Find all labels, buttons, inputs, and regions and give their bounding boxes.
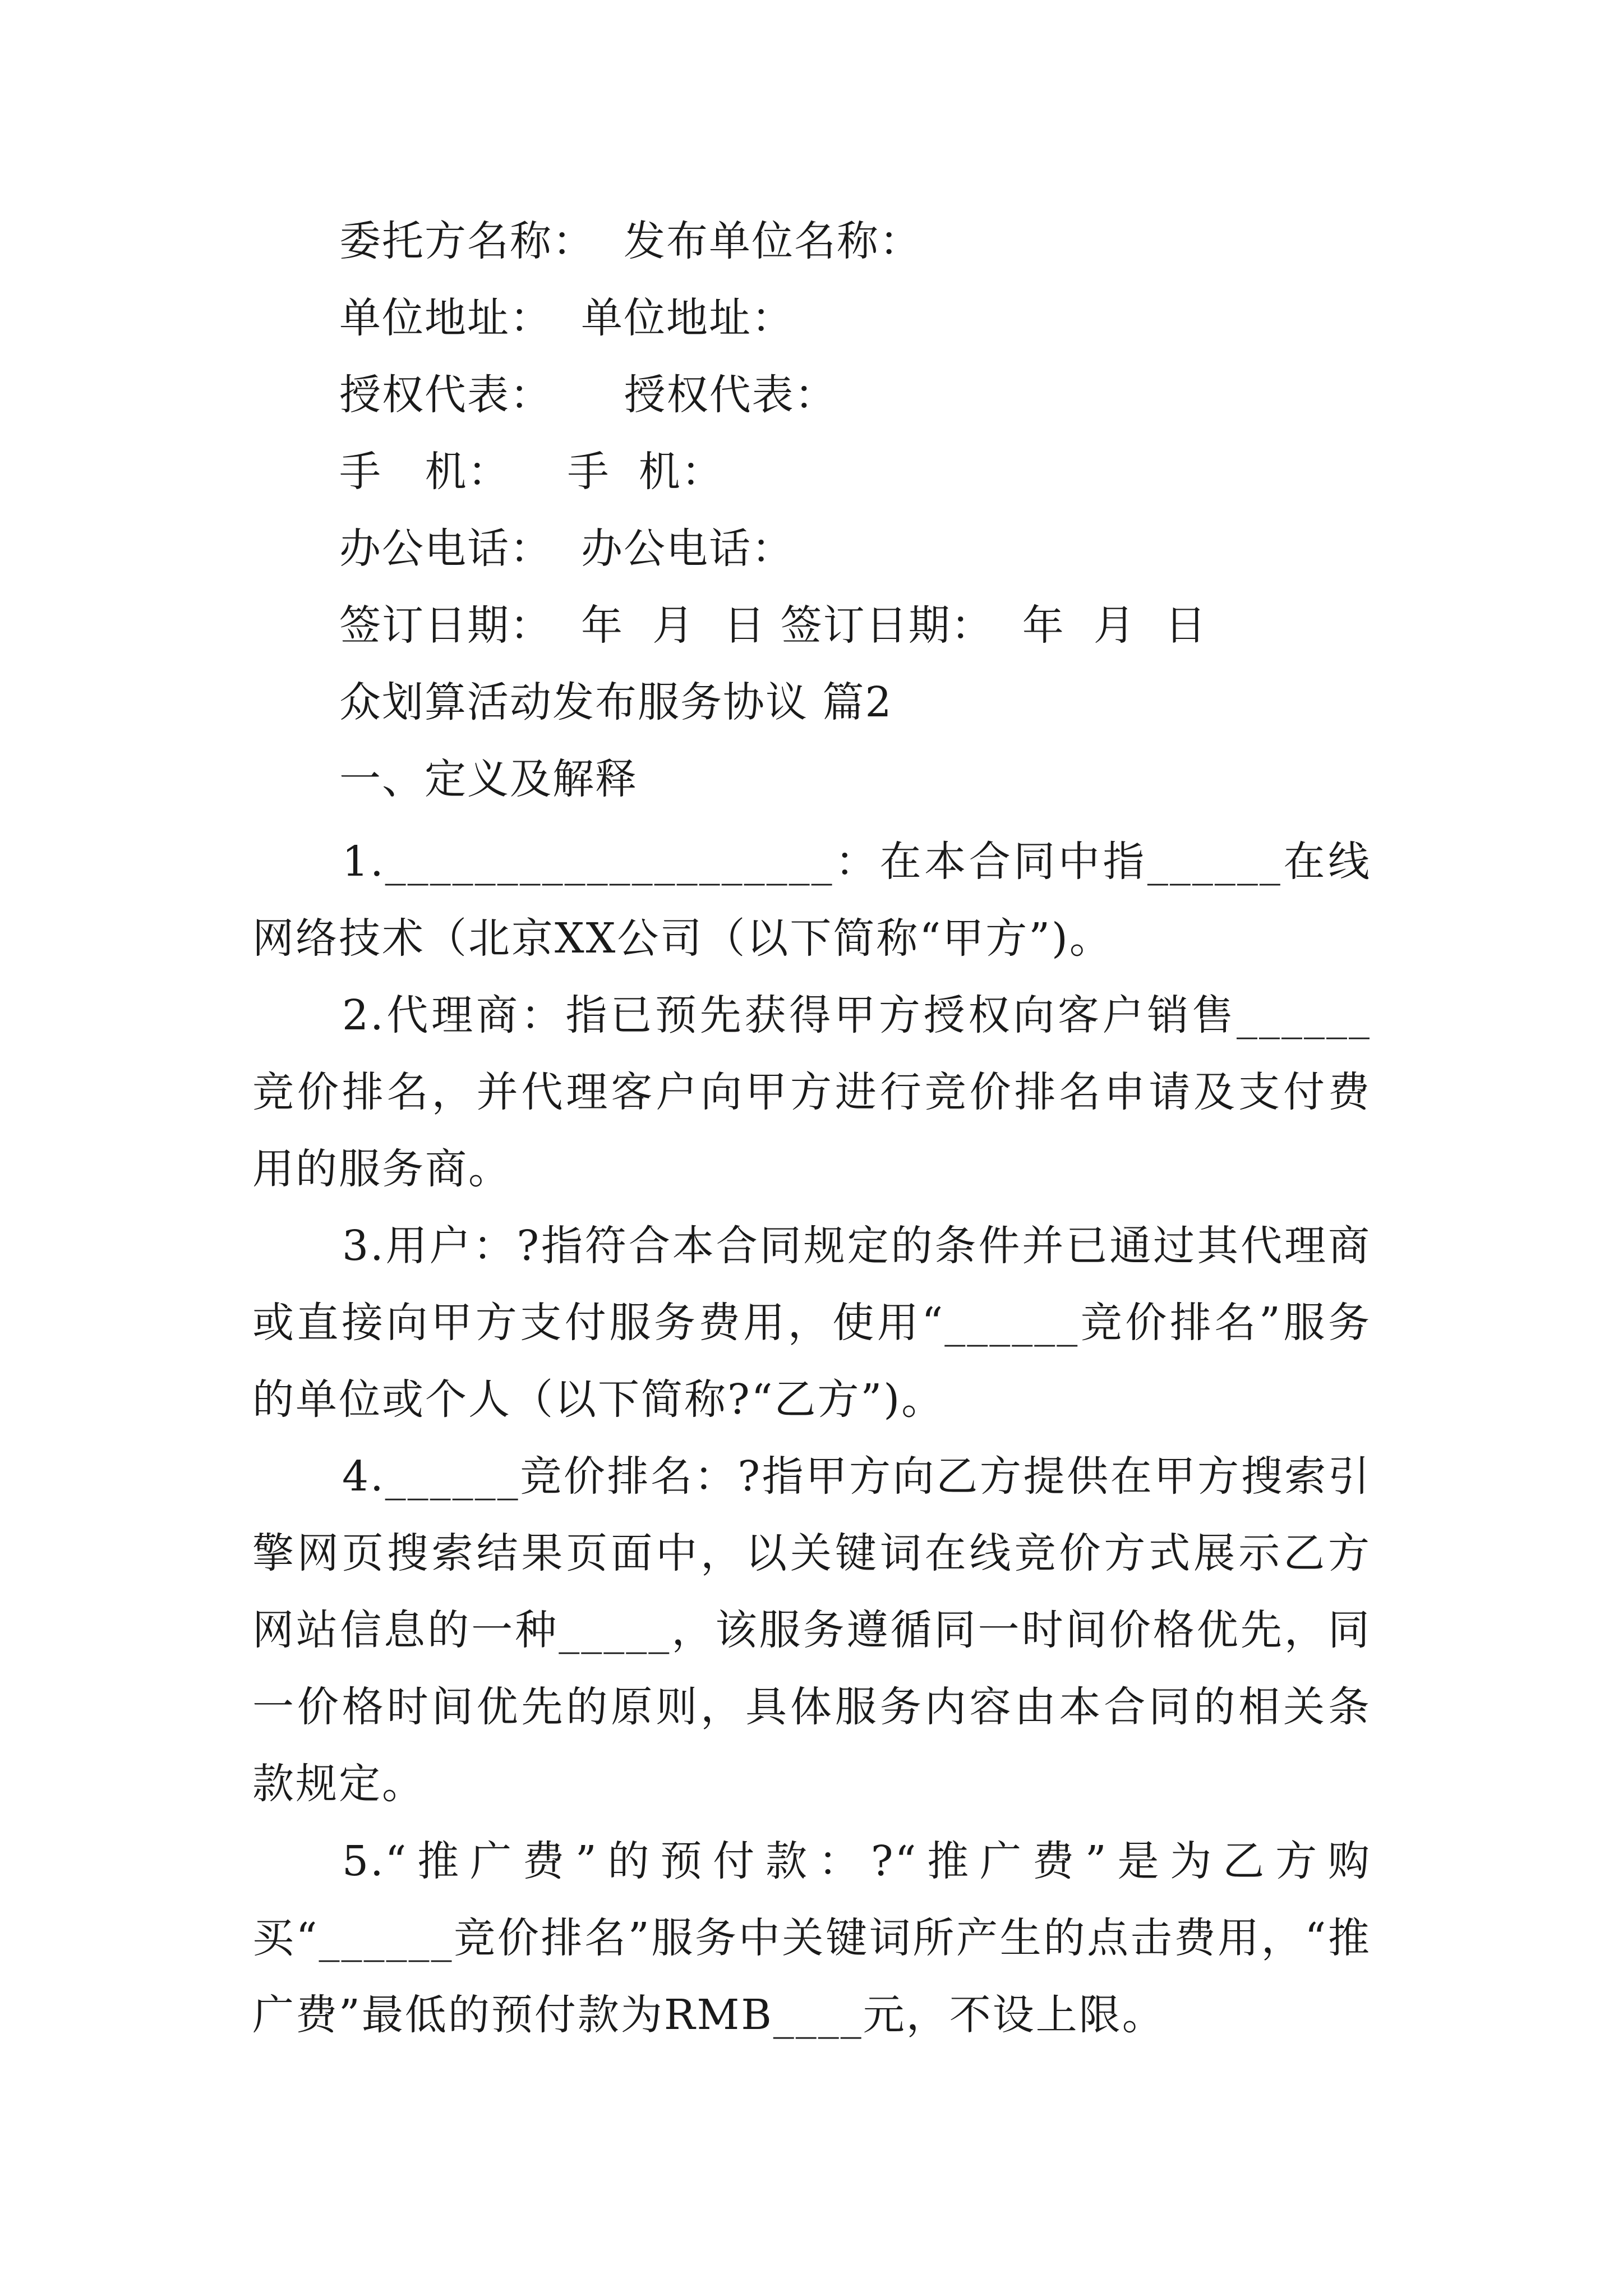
section-title: 众划算活动发布服务协议 篇2	[339, 678, 893, 726]
definition-item-3: 3.用户：?指符合本合同规定的条件并已通过其代理商或直接向甲方支付服务费用，使用“______竞价排名”服务的单位或个人（以下简称?“乙方”)。	[252, 1222, 1371, 1424]
signature-line-party-names: 委托方名称： 发布单位名称：	[339, 217, 923, 265]
section-heading: 一、定义及解释	[339, 755, 638, 803]
signature-line-address: 单位地址： 单位地址：	[339, 294, 795, 342]
definition-item-4: 4.______竞价排名：?指甲方向乙方提供在甲方搜索引擎网页搜索结果页面中，以关键词在线竞价方式展示乙方网站信息的一种_____，该服务遵循同一时间价格优先，同一价格时间优先的原则，具体服务内容由本合同的相关条款规定。	[252, 1452, 1371, 1808]
signature-line-mobile: 手 机： 手 机：	[339, 448, 724, 496]
signature-line-representative: 授权代表： 授权代表：	[339, 371, 837, 419]
signature-line-sign-date: 签订日期： 年 月 日 签订日期： 年 月 日	[339, 601, 1207, 650]
definition-item-1: 1.____________________：在本合同中指______在线网络技术（北京XX公司（以下简称“甲方”)。	[252, 838, 1371, 963]
definition-item-5: 5.“推广费”的预付款：?“推广费”是为乙方购买“______竞价排名”服务中关键词所产生的点击费用，“推广费”最低的预付款为RMB____元，不设上限。	[252, 1837, 1371, 2039]
definition-item-2: 2.代理商：指已预先获得甲方授权向客户销售______竞价排名，并代理客户向甲方进行竞价排名申请及支付费用的服务商。	[252, 991, 1371, 1193]
signature-line-office-phone: 办公电话： 办公电话：	[339, 524, 795, 573]
